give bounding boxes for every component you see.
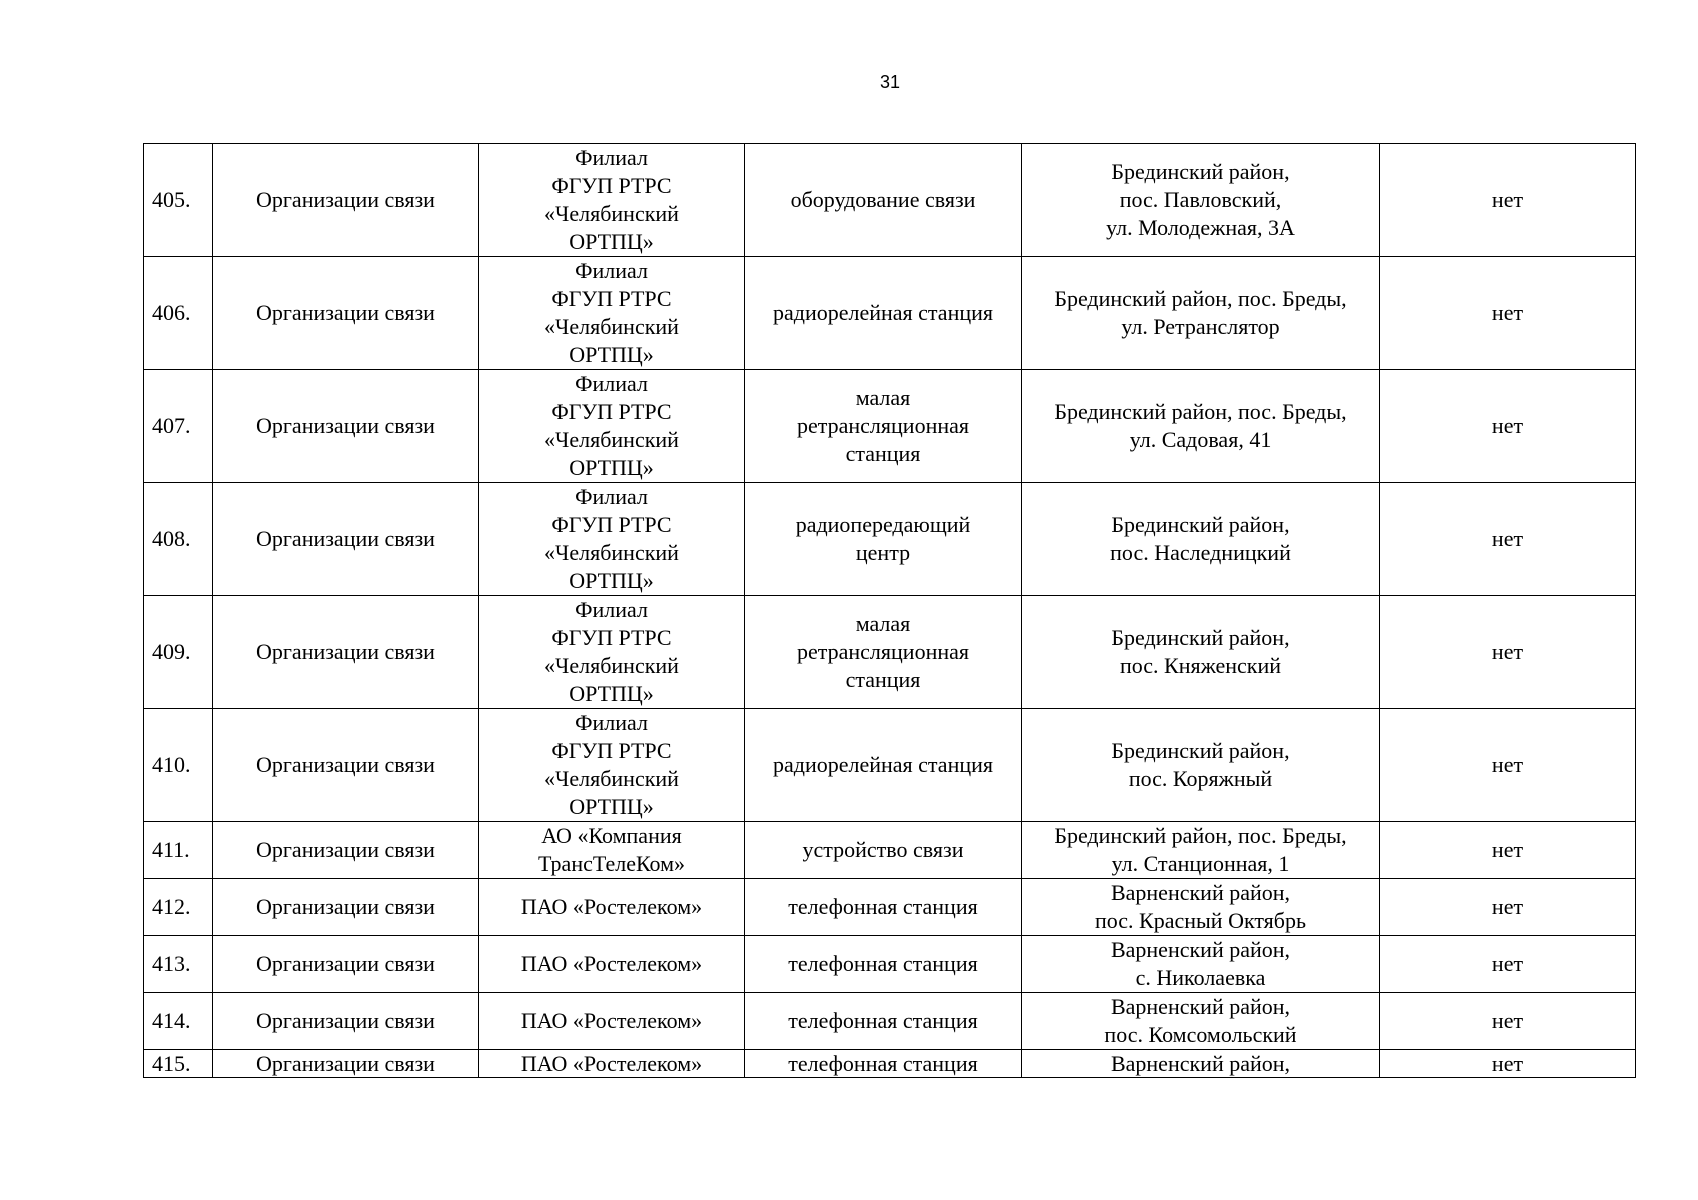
- table-row: [144, 822, 1636, 879]
- organization-cell: [479, 257, 745, 370]
- registry-table-body: [144, 144, 1636, 1078]
- organization-line: Филиал: [575, 597, 648, 622]
- address-cell: [1022, 822, 1380, 879]
- organization-cell: [479, 993, 745, 1050]
- address-line: пос. Красный Октябрь: [1094, 908, 1307, 933]
- organization-cell: [479, 483, 745, 596]
- organization-line: ОРТПЦ»: [569, 229, 654, 254]
- address-line: Брединский район, пос. Бреды,: [1054, 399, 1347, 424]
- organization-line: «Челябинский: [544, 766, 679, 791]
- object-line: телефонная станция: [788, 894, 978, 919]
- organization-line: ФГУП РТРС: [551, 512, 672, 537]
- organization-line: ТрансТелеКом»: [537, 851, 686, 876]
- address-line: Брединский район,: [1111, 512, 1290, 537]
- status-cell: нет: [1380, 879, 1636, 936]
- organization-line: «Челябинский: [544, 427, 679, 452]
- row-number-cell: 410.: [144, 709, 213, 822]
- table-row: [144, 144, 1636, 257]
- organization-line: ОРТПЦ»: [569, 568, 654, 593]
- organization-line: «Челябинский: [544, 540, 679, 565]
- row-number-cell: 406.: [144, 257, 213, 370]
- organization-line: Филиал: [575, 145, 648, 170]
- organization-line: ПАО «Ростелеком»: [520, 1008, 703, 1033]
- address-cell: [1022, 596, 1380, 709]
- object-cell: [745, 993, 1022, 1050]
- row-number-cell: 405.: [144, 144, 213, 257]
- row-number-cell: 411.: [144, 822, 213, 879]
- address-cell: [1022, 879, 1380, 936]
- organization-cell: [479, 144, 745, 257]
- address-cell: [1022, 1050, 1380, 1078]
- organization-cell: [479, 936, 745, 993]
- organization-cell: [479, 1050, 745, 1078]
- table-row: [144, 709, 1636, 822]
- address-line: ул. Станционная, 1: [1111, 851, 1290, 876]
- row-number-cell: 409.: [144, 596, 213, 709]
- address-cell: [1022, 483, 1380, 596]
- object-cell: [745, 483, 1022, 596]
- object-line: устройство связи: [802, 837, 964, 862]
- address-line: пос. Княженский: [1119, 653, 1282, 678]
- status-cell: нет: [1380, 483, 1636, 596]
- organization-line: Филиал: [575, 258, 648, 283]
- organization-line: «Челябинский: [544, 653, 679, 678]
- object-line: станция: [845, 441, 921, 466]
- table-row: [144, 370, 1636, 483]
- object-cell: [745, 144, 1022, 257]
- address-cell: [1022, 144, 1380, 257]
- address-line: ул. Ретранслятор: [1121, 314, 1280, 339]
- address-line: пос. Наследницкий: [1110, 540, 1291, 565]
- address-line: ул. Молодежная, 3А: [1106, 215, 1295, 240]
- organization-line: Филиал: [575, 710, 648, 735]
- address-line: Брединский район,: [1111, 738, 1290, 763]
- category-cell: Организации связи: [213, 596, 479, 709]
- status-cell: нет: [1380, 1050, 1636, 1078]
- object-line: станция: [845, 667, 921, 692]
- address-cell: [1022, 936, 1380, 993]
- category-cell: Организации связи: [213, 483, 479, 596]
- object-cell: [745, 370, 1022, 483]
- object-line: телефонная станция: [788, 1050, 978, 1076]
- object-line: телефонная станция: [788, 951, 978, 976]
- organization-line: Филиал: [575, 371, 648, 396]
- table-row: [144, 1050, 1636, 1078]
- address-line: Варненский район,: [1110, 880, 1291, 905]
- object-line: радиорелейная станция: [772, 300, 994, 325]
- organization-cell: [479, 370, 745, 483]
- object-line: телефонная станция: [788, 1008, 978, 1033]
- object-cell: [745, 596, 1022, 709]
- category-cell: Организации связи: [213, 993, 479, 1050]
- address-line: Брединский район,: [1111, 625, 1290, 650]
- object-line: ретрансляционная: [796, 413, 970, 438]
- organization-line: ФГУП РТРС: [551, 738, 672, 763]
- organization-line: ФГУП РТРС: [551, 399, 672, 424]
- page-number: 31: [879, 72, 901, 92]
- address-cell: [1022, 370, 1380, 483]
- organization-line: ПАО «Ростелеком»: [520, 1050, 703, 1076]
- row-number-cell: 415.: [144, 1050, 213, 1078]
- object-cell: [745, 257, 1022, 370]
- address-line: Варненский район,: [1110, 994, 1291, 1019]
- object-line: радиорелейная станция: [772, 752, 994, 777]
- row-number-cell: 412.: [144, 879, 213, 936]
- object-cell: [745, 709, 1022, 822]
- category-cell: Организации связи: [213, 144, 479, 257]
- table-row: [144, 596, 1636, 709]
- object-line: малая: [855, 611, 911, 636]
- address-line: пос. Павловский,: [1119, 187, 1282, 212]
- object-line: радиопередающий: [795, 512, 971, 537]
- organization-line: АО «Компания: [541, 823, 682, 848]
- organization-cell: [479, 596, 745, 709]
- row-number-cell: 407.: [144, 370, 213, 483]
- category-cell: Организации связи: [213, 936, 479, 993]
- table-row: [144, 936, 1636, 993]
- organization-line: ОРТПЦ»: [569, 681, 654, 706]
- object-line: центр: [855, 540, 911, 565]
- organization-line: «Челябинский: [544, 201, 679, 226]
- table-row: [144, 879, 1636, 936]
- status-cell: нет: [1380, 144, 1636, 257]
- category-cell: Организации связи: [213, 257, 479, 370]
- address-cell: [1022, 993, 1380, 1050]
- object-cell: [745, 822, 1022, 879]
- status-cell: нет: [1380, 257, 1636, 370]
- address-line: с. Николаевка: [1135, 965, 1266, 990]
- category-cell: Организации связи: [213, 822, 479, 879]
- address-line: Брединский район,: [1111, 159, 1290, 184]
- row-number-cell: 413.: [144, 936, 213, 993]
- row-number-cell: 408.: [144, 483, 213, 596]
- status-cell: нет: [1380, 596, 1636, 709]
- status-cell: нет: [1380, 370, 1636, 483]
- organization-line: «Челябинский: [544, 314, 679, 339]
- category-cell: Организации связи: [213, 879, 479, 936]
- address-cell: [1022, 257, 1380, 370]
- address-line: ул. Садовая, 41: [1129, 427, 1272, 452]
- organization-cell: [479, 822, 745, 879]
- status-cell: нет: [1380, 993, 1636, 1050]
- registry-table: [143, 143, 1636, 1078]
- organization-line: ФГУП РТРС: [551, 625, 672, 650]
- address-line: пос. Комсомольский: [1104, 1022, 1297, 1047]
- organization-line: ФГУП РТРС: [551, 173, 672, 198]
- object-line: ретрансляционная: [796, 639, 970, 664]
- table-row: [144, 993, 1636, 1050]
- organization-line: ОРТПЦ»: [569, 794, 654, 819]
- address-line: Брединский район, пос. Бреды,: [1054, 823, 1347, 848]
- category-cell: Организации связи: [213, 370, 479, 483]
- organization-line: ФГУП РТРС: [551, 286, 672, 311]
- status-cell: нет: [1380, 936, 1636, 993]
- address-cell: [1022, 709, 1380, 822]
- organization-line: ПАО «Ростелеком»: [520, 894, 703, 919]
- row-number-cell: 414.: [144, 993, 213, 1050]
- status-cell: нет: [1380, 822, 1636, 879]
- organization-cell: [479, 709, 745, 822]
- organization-line: ОРТПЦ»: [569, 342, 654, 367]
- address-line: Варненский район,: [1110, 937, 1291, 962]
- organization-cell: [479, 879, 745, 936]
- status-cell: нет: [1380, 709, 1636, 822]
- organization-line: Филиал: [575, 484, 648, 509]
- address-line: Брединский район, пос. Бреды,: [1054, 286, 1347, 311]
- organization-line: ПАО «Ростелеком»: [520, 951, 703, 976]
- organization-line: ОРТПЦ»: [569, 455, 654, 480]
- table-row: [144, 483, 1636, 596]
- address-line: Варненский район,: [1110, 1050, 1291, 1076]
- category-cell: Организации связи: [213, 709, 479, 822]
- address-line: пос. Коряжный: [1128, 766, 1273, 791]
- category-cell: Организации связи: [213, 1050, 479, 1078]
- object-line: малая: [855, 385, 911, 410]
- object-cell: [745, 879, 1022, 936]
- table-row: [144, 257, 1636, 370]
- object-line: оборудование связи: [790, 187, 976, 212]
- object-cell: [745, 1050, 1022, 1078]
- object-cell: [745, 936, 1022, 993]
